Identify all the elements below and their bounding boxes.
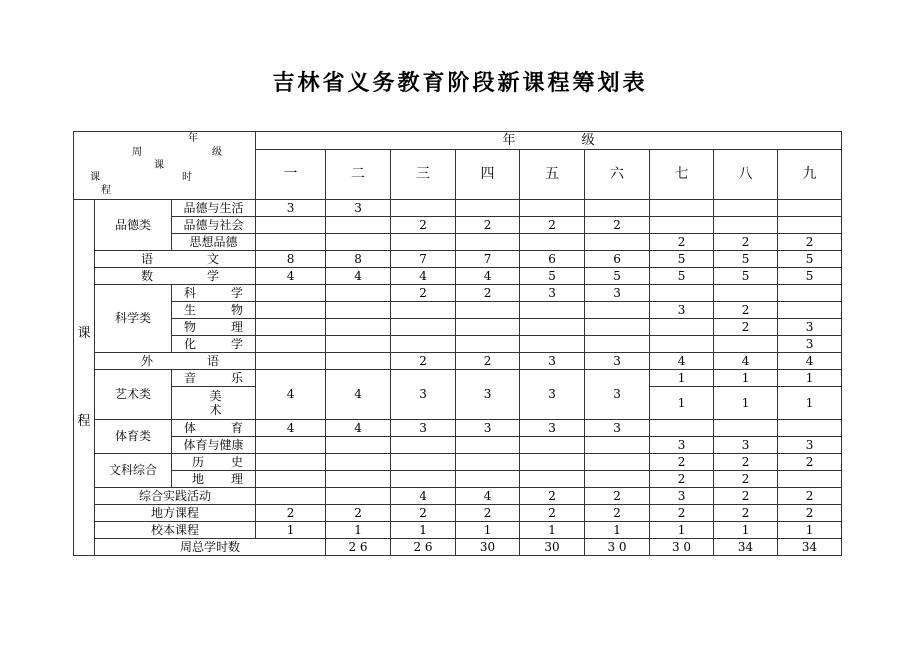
value-cell	[256, 217, 326, 234]
value-cell: 5	[714, 268, 778, 285]
value-cell	[520, 200, 585, 217]
value-cell: 2	[456, 353, 520, 370]
subject-name: 综合实践活动	[95, 488, 256, 505]
subject-name-part: 化	[184, 336, 197, 351]
value-cell	[391, 200, 456, 217]
value-cell: 1	[650, 387, 714, 420]
value-cell	[520, 234, 585, 251]
value-cell: 3	[650, 437, 714, 454]
value-cell: 6	[520, 251, 585, 268]
group-pinde: 品德类	[95, 200, 172, 251]
subject-name-part: 历	[192, 454, 205, 469]
value-cell: 8	[256, 251, 326, 268]
value-cell: 2	[520, 217, 585, 234]
value-cell: 5	[714, 251, 778, 268]
table-row	[74, 437, 842, 454]
value-cell: 4	[326, 268, 391, 285]
table-row	[74, 539, 842, 556]
table-row	[74, 217, 842, 234]
total-value: 3 0	[585, 539, 650, 556]
value-cell: 3	[778, 336, 842, 353]
value-cell: 1	[778, 370, 842, 387]
value-cell: 4	[456, 488, 520, 505]
subject-name-part: 学	[207, 268, 220, 283]
value-cell: 1	[456, 522, 520, 539]
group-tiyu: 体育类	[95, 420, 172, 454]
value-cell	[391, 234, 456, 251]
total-value: 3 0	[650, 539, 714, 556]
value-cell	[778, 471, 842, 488]
value-cell: 2	[778, 505, 842, 522]
value-cell	[256, 437, 326, 454]
grade-cell: 六	[585, 150, 650, 200]
table-row	[74, 522, 842, 539]
diagonal-label: 时	[182, 172, 192, 183]
value-cell	[650, 285, 714, 302]
value-cell: 1	[650, 370, 714, 387]
subject-name	[172, 370, 256, 387]
subject-name-part: 物	[231, 302, 244, 317]
group-kexue: 科学类	[95, 285, 172, 353]
value-cell	[326, 319, 391, 336]
value-cell	[326, 471, 391, 488]
value-cell: 3	[585, 370, 650, 420]
subject-name-part: 地	[192, 471, 205, 486]
value-cell	[650, 200, 714, 217]
subject-name	[172, 471, 256, 488]
grade-header: 年 级	[256, 132, 842, 150]
value-cell: 3	[520, 420, 585, 437]
value-cell	[778, 285, 842, 302]
value-cell	[650, 217, 714, 234]
value-cell: 4	[256, 268, 326, 285]
value-cell: 2	[650, 471, 714, 488]
value-cell: 2	[778, 234, 842, 251]
value-cell: 5	[650, 251, 714, 268]
subject-name: 思想品德	[172, 234, 256, 251]
value-cell	[326, 437, 391, 454]
value-cell	[714, 200, 778, 217]
value-cell: 3	[391, 420, 456, 437]
side-label-bottom: 程	[77, 413, 91, 429]
subject-name	[172, 302, 256, 319]
value-cell	[585, 471, 650, 488]
value-cell	[585, 336, 650, 353]
page-title: 吉林省义务教育阶段新课程筹划表	[272, 70, 648, 96]
value-cell: 1	[778, 387, 842, 420]
subject-name-part: 音	[184, 370, 197, 385]
value-cell: 5	[778, 268, 842, 285]
group-wenke: 文科综合	[95, 454, 172, 488]
value-cell: 2	[391, 217, 456, 234]
subject-name	[172, 336, 256, 353]
value-cell: 3	[456, 420, 520, 437]
value-cell: 2	[391, 285, 456, 302]
value-cell: 1	[326, 522, 391, 539]
value-cell: 2	[456, 285, 520, 302]
course-side-label	[74, 200, 95, 556]
value-cell: 4	[256, 420, 326, 437]
total-value: 34	[714, 539, 778, 556]
value-cell: 3	[585, 285, 650, 302]
value-cell	[326, 234, 391, 251]
value-cell: 4	[714, 353, 778, 370]
value-cell: 4	[256, 370, 326, 420]
diagonal-label: 程	[101, 185, 111, 196]
subject-name: 地方课程	[95, 505, 256, 522]
value-cell	[520, 437, 585, 454]
subject-name-part: 美	[209, 389, 222, 403]
subject-name	[95, 268, 256, 285]
total-value: 30	[520, 539, 585, 556]
subject-name-part: 语	[207, 353, 220, 368]
value-cell: 3	[650, 302, 714, 319]
table-row	[74, 285, 842, 302]
value-cell	[326, 454, 391, 471]
subject-name-part: 育	[231, 420, 244, 435]
value-cell	[585, 200, 650, 217]
subject-name-part: 术	[209, 403, 222, 417]
table-row	[74, 200, 842, 217]
value-cell	[391, 302, 456, 319]
value-cell: 2	[650, 454, 714, 471]
subject-name-part: 理	[231, 471, 244, 486]
subject-name-part: 物	[184, 319, 197, 334]
value-cell	[326, 217, 391, 234]
subject-name-part: 科	[184, 285, 197, 300]
value-cell	[520, 471, 585, 488]
value-cell	[456, 336, 520, 353]
subject-name-part: 生	[184, 302, 197, 317]
value-cell: 2	[714, 505, 778, 522]
value-cell: 2	[456, 217, 520, 234]
value-cell: 3	[585, 353, 650, 370]
value-cell	[778, 217, 842, 234]
diagonal-label: 课	[90, 172, 100, 183]
value-cell: 2	[650, 234, 714, 251]
value-cell	[256, 336, 326, 353]
subject-name-part: 史	[231, 454, 244, 469]
value-cell: 4	[326, 370, 391, 420]
value-cell: 2	[520, 488, 585, 505]
grade-cell: 八	[714, 150, 778, 200]
value-cell	[520, 302, 585, 319]
value-cell: 5	[778, 251, 842, 268]
value-cell: 2	[391, 353, 456, 370]
value-cell	[256, 353, 326, 370]
total-label: 周总学时数	[95, 539, 326, 556]
value-cell: 1	[391, 522, 456, 539]
value-cell: 1	[650, 522, 714, 539]
value-cell	[391, 319, 456, 336]
total-value: 34	[778, 539, 842, 556]
table-row	[74, 370, 842, 387]
value-cell: 4	[778, 353, 842, 370]
subject-name-part: 理	[231, 319, 244, 334]
total-value: 2 6	[326, 539, 391, 556]
value-cell: 5	[520, 268, 585, 285]
diagonal-label: 周	[132, 147, 142, 158]
value-cell	[714, 420, 778, 437]
total-value: 30	[456, 539, 520, 556]
value-cell	[456, 471, 520, 488]
value-cell: 1	[778, 522, 842, 539]
value-cell: 2	[326, 505, 391, 522]
grade-cell: 一	[256, 150, 326, 200]
subject-name-part: 乐	[231, 370, 244, 385]
value-cell	[714, 217, 778, 234]
value-cell	[256, 488, 326, 505]
diagonal-label: 级	[212, 147, 222, 158]
value-cell	[256, 302, 326, 319]
value-cell	[714, 285, 778, 302]
value-cell	[391, 471, 456, 488]
value-cell	[778, 420, 842, 437]
total-value: 2 6	[391, 539, 456, 556]
curriculum-table	[73, 131, 842, 556]
value-cell: 8	[326, 251, 391, 268]
diagonal-header	[74, 132, 256, 200]
grade-cell: 七	[650, 150, 714, 200]
value-cell	[256, 234, 326, 251]
value-cell	[256, 471, 326, 488]
subject-name-part: 语	[141, 251, 154, 266]
value-cell: 4	[456, 268, 520, 285]
value-cell: 3	[778, 437, 842, 454]
grade-cell: 四	[456, 150, 520, 200]
subject-name	[172, 454, 256, 471]
value-cell: 2	[714, 454, 778, 471]
value-cell: 3	[714, 437, 778, 454]
value-cell: 6	[585, 251, 650, 268]
value-cell: 2	[714, 471, 778, 488]
value-cell: 2	[714, 302, 778, 319]
value-cell: 2	[714, 319, 778, 336]
subject-name-part: 体	[184, 420, 197, 435]
value-cell	[650, 319, 714, 336]
value-cell	[585, 302, 650, 319]
table-row	[74, 268, 842, 285]
value-cell	[256, 319, 326, 336]
value-cell	[391, 437, 456, 454]
value-cell: 5	[585, 268, 650, 285]
value-cell: 3	[391, 370, 456, 420]
value-cell: 1	[585, 522, 650, 539]
table-row	[74, 353, 842, 370]
value-cell: 4	[326, 420, 391, 437]
value-cell	[520, 319, 585, 336]
value-cell	[456, 319, 520, 336]
value-cell: 1	[714, 522, 778, 539]
value-cell: 2	[520, 505, 585, 522]
subject-name: 体育与健康	[172, 437, 256, 454]
diagonal-label: 年	[188, 133, 198, 144]
value-cell	[326, 285, 391, 302]
subject-name	[172, 319, 256, 336]
value-cell: 2	[714, 488, 778, 505]
value-cell: 2	[585, 505, 650, 522]
subject-name: 校本课程	[95, 522, 256, 539]
grade-cell: 二	[326, 150, 391, 200]
table-row	[74, 420, 842, 437]
subject-name-part: 文	[207, 251, 220, 266]
value-cell	[585, 319, 650, 336]
table-row	[74, 488, 842, 505]
value-cell: 2	[778, 454, 842, 471]
table-row	[74, 251, 842, 268]
value-cell	[585, 454, 650, 471]
value-cell: 2	[778, 488, 842, 505]
value-cell: 3	[585, 420, 650, 437]
subject-name	[172, 285, 256, 302]
grade-cell: 九	[778, 150, 842, 200]
value-cell	[456, 302, 520, 319]
value-cell	[585, 437, 650, 454]
subject-name	[172, 387, 256, 420]
value-cell	[456, 437, 520, 454]
value-cell	[456, 200, 520, 217]
value-cell	[585, 234, 650, 251]
table-row	[74, 234, 842, 251]
grade-cell: 五	[520, 150, 585, 200]
value-cell	[456, 234, 520, 251]
value-cell: 4	[391, 268, 456, 285]
value-cell: 2	[456, 505, 520, 522]
value-cell: 7	[391, 251, 456, 268]
diagonal-label: 课	[154, 160, 164, 171]
value-cell: 3	[456, 370, 520, 420]
value-cell	[650, 420, 714, 437]
value-cell: 2	[585, 217, 650, 234]
subject-name-part: 学	[231, 285, 244, 300]
table-row	[74, 454, 842, 471]
value-cell: 2	[585, 488, 650, 505]
value-cell: 3	[520, 285, 585, 302]
value-cell	[650, 336, 714, 353]
value-cell: 3	[256, 200, 326, 217]
value-cell: 3	[650, 488, 714, 505]
table-row	[74, 302, 842, 319]
value-cell	[326, 353, 391, 370]
value-cell	[256, 454, 326, 471]
value-cell	[456, 454, 520, 471]
value-cell	[520, 454, 585, 471]
table-row	[74, 471, 842, 488]
value-cell: 2	[391, 505, 456, 522]
subject-name-part: 数	[141, 268, 154, 283]
value-cell: 7	[456, 251, 520, 268]
value-cell: 1	[714, 387, 778, 420]
value-cell: 3	[326, 200, 391, 217]
value-cell	[256, 285, 326, 302]
group-yishu: 艺术类	[95, 370, 172, 420]
subject-name-part: 学	[231, 336, 244, 351]
value-cell: 1	[520, 522, 585, 539]
value-cell	[391, 336, 456, 353]
value-cell	[326, 336, 391, 353]
value-cell: 1	[714, 370, 778, 387]
value-cell: 3	[778, 319, 842, 336]
side-label-top: 课	[77, 325, 91, 341]
table-row	[74, 505, 842, 522]
value-cell	[778, 200, 842, 217]
value-cell: 3	[520, 353, 585, 370]
value-cell: 3	[520, 370, 585, 420]
value-cell: 4	[650, 353, 714, 370]
value-cell	[520, 336, 585, 353]
value-cell	[391, 454, 456, 471]
value-cell: 2	[714, 234, 778, 251]
value-cell	[714, 336, 778, 353]
value-cell	[778, 302, 842, 319]
value-cell: 5	[650, 268, 714, 285]
table-row	[74, 132, 842, 150]
value-cell: 1	[256, 522, 326, 539]
table-row	[74, 319, 842, 336]
value-cell: 2	[256, 505, 326, 522]
subject-name: 品德与社会	[172, 217, 256, 234]
grade-cell: 三	[391, 150, 456, 200]
subject-name: 品德与生活	[172, 200, 256, 217]
value-cell	[326, 302, 391, 319]
subject-name-part: 外	[141, 353, 154, 368]
subject-name	[172, 420, 256, 437]
table-row	[74, 336, 842, 353]
value-cell	[326, 488, 391, 505]
value-cell: 4	[391, 488, 456, 505]
subject-name	[95, 353, 256, 370]
value-cell: 2	[650, 505, 714, 522]
subject-name	[95, 251, 256, 268]
